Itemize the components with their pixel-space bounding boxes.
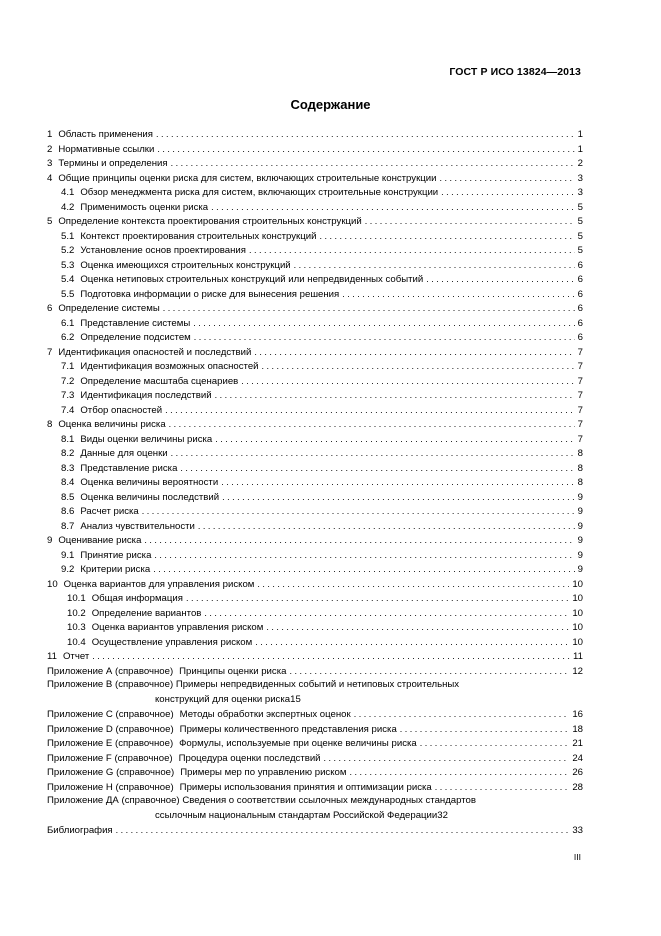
- appendix-label: Приложение Е (справочное): [47, 738, 174, 749]
- toc-entry-number: 8.6: [61, 506, 75, 517]
- appendix-title: Процедура оценки последствий: [178, 752, 321, 764]
- toc-entry-page: 10: [572, 607, 583, 619]
- toc-leader-dots: [324, 751, 570, 766]
- appendix-line-1: [47, 678, 583, 693]
- toc-entry[interactable]: [47, 316, 583, 331]
- appendix-page: 15: [290, 693, 301, 705]
- appendix-label: Приложение D (справочное): [47, 723, 174, 735]
- toc-entry-page: 10: [572, 622, 583, 633]
- toc-entry-title: Идентификация последствий: [80, 390, 212, 401]
- toc-entry-title: Идентификация возможных опасностей: [80, 361, 259, 372]
- toc-entry-title: Данные для оценки: [80, 448, 168, 459]
- toc-entry-number: 4.2: [61, 201, 75, 213]
- toc-entry-title: Оценка нетиповых строительных конструкций или непредвиденных событий: [80, 274, 424, 285]
- toc-entry-number: 5.2: [61, 245, 75, 256]
- appendix-page: 33: [572, 825, 583, 836]
- toc-entry-title: Область применения: [58, 129, 153, 140]
- toc-leader-dots: [289, 664, 569, 679]
- toc-entry-number: 6: [47, 303, 53, 314]
- toc-entry[interactable]: [47, 374, 583, 389]
- toc-leader-dots: [163, 301, 575, 316]
- toc-entry-title: Оценка имеющихся строительных конструкций: [80, 259, 291, 271]
- toc-entry[interactable]: [47, 446, 583, 461]
- toc-entry-title: Оценка величины вероятности: [80, 477, 219, 488]
- toc-entry[interactable]: [47, 330, 583, 345]
- toc-entry[interactable]: [47, 185, 583, 200]
- toc-entry-number: 7: [47, 346, 53, 358]
- toc-entry-title: Термины и определения: [58, 158, 168, 169]
- toc-entry-page: 8: [577, 477, 583, 488]
- toc-entry-title: Отбор опасностей: [80, 404, 163, 416]
- toc-entry[interactable]: [47, 417, 583, 432]
- toc-appendix-entry[interactable]: [47, 794, 583, 823]
- toc-leader-dots: [204, 606, 569, 621]
- toc-entry-number: 3: [47, 158, 53, 169]
- toc-entry-title: Виды оценки величины риска: [80, 433, 213, 445]
- toc-entry-number: 4.1: [61, 187, 75, 198]
- toc-entry-number: 10.1: [67, 593, 86, 604]
- toc-entry-title: Обзор менеджмента риска для систем, включающих строительные конструкции: [80, 187, 439, 198]
- toc-entry[interactable]: [47, 127, 583, 142]
- toc-entry-title: Оценка величины риска: [58, 419, 166, 430]
- toc-entry-title: Определение вариантов: [91, 607, 202, 619]
- toc-leader-dots: [294, 258, 575, 273]
- toc-leader-dots: [171, 156, 575, 171]
- toc-leader-dots: [254, 345, 574, 360]
- toc-entry-page: 9: [577, 491, 583, 503]
- appendix-label: Приложение С (справочное): [47, 709, 174, 720]
- appendix-line-1: [47, 794, 583, 809]
- toc-entry-page: 5: [577, 201, 583, 213]
- toc-entry-number: 8.4: [61, 477, 75, 488]
- toc-entry-title: Анализ чувствительности: [80, 520, 195, 532]
- toc-entry[interactable]: [47, 635, 583, 650]
- toc-entry-title: Нормативные ссылки: [58, 143, 155, 155]
- toc-leader-dots: [435, 780, 570, 795]
- appendix-title: Сведения о соответствии ссылочных международных стандартов: [182, 795, 476, 806]
- toc-entry[interactable]: [47, 461, 583, 476]
- toc-leader-dots: [342, 287, 574, 302]
- toc-leader-dots: [266, 620, 569, 635]
- toc-entry-number: 11: [47, 651, 57, 662]
- toc-entry-title: Установление основ проектирования: [80, 245, 246, 256]
- toc-entry-number: 8.7: [61, 520, 75, 532]
- toc-leader-dots: [420, 736, 570, 751]
- toc-leader-dots: [142, 504, 575, 519]
- toc-entry-title: Оценка вариантов для управления риском: [63, 578, 255, 590]
- toc-entry-page: 11: [573, 651, 583, 662]
- appendix-page: 12: [572, 665, 583, 677]
- appendix-page: 21: [572, 738, 583, 749]
- toc-entry[interactable]: [47, 359, 583, 374]
- toc-entry-title: Общая информация: [91, 593, 183, 604]
- toc-entry-number: 9.2: [61, 564, 75, 575]
- toc-entry-number: 8.3: [61, 462, 75, 474]
- appendix-label: Приложение ДА (справочное): [47, 795, 180, 806]
- toc-appendix-entry[interactable]: [47, 707, 583, 722]
- toc-leader-dots: [171, 446, 575, 461]
- toc-appendix-entry[interactable]: [47, 823, 583, 838]
- toc-entry[interactable]: [47, 301, 583, 316]
- toc-entry[interactable]: [47, 475, 583, 490]
- toc-entry-number: 7.2: [61, 375, 75, 387]
- toc-entry-title: Идентификация опасностей и последствий: [58, 346, 252, 358]
- appendix-page: 28: [572, 781, 583, 793]
- toc-entry[interactable]: [47, 577, 583, 592]
- toc-leader-dots: [426, 272, 574, 287]
- appendix-label: Приложение F (справочное): [47, 752, 173, 764]
- toc-leader-dots: [193, 316, 574, 331]
- document-code: ГОСТ Р ИСО 13824—2013: [449, 66, 581, 78]
- toc-entry-number: 5.5: [61, 288, 75, 300]
- toc-entry-title: Контекст проектирования строительных конструкций: [80, 230, 317, 242]
- toc-entry-number: 8.1: [61, 433, 75, 445]
- page-folio: III: [573, 852, 581, 862]
- toc-entry-page: 5: [577, 216, 583, 227]
- toc-entry[interactable]: [47, 171, 583, 186]
- toc-entry-page: 5: [577, 245, 583, 256]
- toc-entry-page: 10: [572, 578, 583, 590]
- toc-leader-dots: [249, 243, 575, 258]
- toc-entry-title: Представление системы: [80, 317, 191, 329]
- toc-leader-dots: [215, 432, 574, 447]
- toc-entry-title: Оценивание риска: [58, 535, 142, 546]
- appendix-label: Приложение В (справочное): [47, 679, 174, 690]
- toc-entry[interactable]: [47, 243, 583, 258]
- appendix-page: 32: [437, 809, 448, 821]
- toc-entry-page: 7: [577, 375, 583, 387]
- appendix-page: 26: [572, 767, 583, 778]
- toc-entry-page: 2: [577, 158, 583, 169]
- toc-entry[interactable]: [47, 229, 583, 244]
- toc-entry-number: 5: [47, 216, 53, 227]
- toc-entry[interactable]: [47, 200, 583, 215]
- toc-entry-number: 7.4: [61, 404, 75, 416]
- appendix-label: Приложение А (справочное): [47, 665, 174, 677]
- toc-leader-dots: [92, 649, 570, 664]
- toc-leader-dots: [198, 519, 575, 534]
- toc-title: Содержание: [290, 97, 371, 112]
- toc-entry-number: 7.3: [61, 390, 75, 401]
- toc-entry[interactable]: [47, 287, 583, 302]
- toc-entry-title: Общие принципы оценки риска для систем, включающих строительные конструкции: [58, 172, 437, 184]
- appendix-label: Библиография: [47, 825, 113, 836]
- toc-entry-page: 6: [577, 332, 583, 343]
- toc-entry-title: Оценка величины последствий: [80, 491, 220, 503]
- toc-entry-number: 9: [47, 535, 53, 546]
- toc-leader-dots: [441, 185, 574, 200]
- toc-entry-number: 6.2: [61, 332, 75, 343]
- toc-entry-page: 6: [577, 317, 583, 329]
- toc-entry-page: 10: [572, 636, 583, 648]
- toc-appendix-entry[interactable]: [47, 751, 583, 766]
- toc-entry-title: Принятие риска: [80, 549, 152, 561]
- toc-leader-dots: [180, 461, 574, 476]
- appendix-title: Примеры непредвиденных событий и нетиповых строительных: [175, 679, 460, 690]
- toc-entry-number: 8.5: [61, 491, 75, 503]
- table-of-contents: [47, 127, 583, 838]
- toc-leader-dots: [262, 359, 575, 374]
- appendix-label: Приложение G (справочное): [47, 767, 175, 778]
- toc-leader-dots: [222, 490, 575, 505]
- toc-entry-page: 1: [577, 143, 583, 155]
- toc-leader-dots: [319, 229, 574, 244]
- toc-entry-number: 5.3: [61, 259, 75, 271]
- toc-entry-number: 2: [47, 143, 53, 155]
- toc-entry[interactable]: [47, 649, 583, 664]
- toc-entry-page: 6: [577, 274, 583, 285]
- toc-entry-page: 1: [577, 129, 583, 140]
- toc-entry[interactable]: [47, 272, 583, 287]
- toc-leader-dots: [116, 823, 570, 838]
- appendix-page: 16: [572, 709, 583, 720]
- appendix-line-2: [47, 693, 583, 708]
- toc-entry-title: Расчет риска: [80, 506, 139, 517]
- toc-entry-page: 6: [577, 288, 583, 300]
- toc-appendix-entry[interactable]: [47, 722, 583, 737]
- toc-entry-title: Осуществление управления риском: [91, 636, 253, 648]
- toc-entry-page: 6: [577, 259, 583, 271]
- toc-entry[interactable]: [47, 432, 583, 447]
- toc-entry-number: 5.4: [61, 274, 75, 285]
- toc-leader-dots: [215, 388, 575, 403]
- toc-leader-dots: [156, 127, 575, 142]
- toc-entry-page: 8: [577, 462, 583, 474]
- appendix-title-continued: конструкций для оценки риска: [155, 693, 291, 705]
- appendix-title-continued: ссылочным национальным стандартам Российской Федерации: [155, 809, 438, 821]
- toc-entry-page: 7: [577, 346, 583, 358]
- toc-appendix-entry[interactable]: [47, 765, 583, 780]
- toc-appendix-entry[interactable]: [47, 678, 583, 707]
- toc-leader-dots: [221, 475, 574, 490]
- toc-appendix-entry[interactable]: [47, 736, 583, 751]
- toc-entry-number: 9.1: [61, 549, 75, 561]
- toc-entry-page: 9: [577, 506, 583, 517]
- toc-entry-page: 10: [572, 593, 583, 604]
- toc-leader-dots: [349, 765, 569, 780]
- toc-entry-page: 9: [577, 549, 583, 561]
- toc-entry[interactable]: [47, 504, 583, 519]
- toc-entry[interactable]: [47, 142, 583, 157]
- toc-entry-page: 7: [577, 419, 583, 430]
- toc-leader-dots: [257, 577, 569, 592]
- toc-leader-dots: [165, 403, 575, 418]
- toc-entry[interactable]: [47, 258, 583, 273]
- toc-entry[interactable]: [47, 156, 583, 171]
- toc-entry-page: 3: [577, 187, 583, 198]
- appendix-title: Принципы оценки риска: [179, 665, 287, 677]
- appendix-label: Приложение Н (справочное): [47, 781, 174, 793]
- toc-appendix-entry[interactable]: [47, 664, 583, 679]
- appendix-title: Формулы, используемые при оценке величины риска: [179, 738, 417, 749]
- toc-leader-dots: [241, 374, 574, 389]
- toc-entry-number: 10: [47, 578, 58, 590]
- toc-entry-title: Определение подсистем: [80, 332, 191, 343]
- toc-leader-dots: [194, 330, 575, 345]
- toc-entry[interactable]: [47, 606, 583, 621]
- toc-entry[interactable]: [47, 591, 583, 606]
- toc-entry-title: Отчет: [62, 651, 90, 662]
- toc-entry-page: 9: [577, 520, 583, 532]
- toc-leader-dots: [144, 533, 574, 548]
- toc-entry[interactable]: [47, 214, 583, 229]
- toc-leader-dots: [153, 562, 574, 577]
- toc-leader-dots: [255, 635, 569, 650]
- toc-entry[interactable]: [47, 533, 583, 548]
- toc-entry[interactable]: [47, 620, 583, 635]
- toc-entry[interactable]: [47, 548, 583, 563]
- toc-entry[interactable]: [47, 403, 583, 418]
- toc-entry-number: 1: [47, 129, 53, 140]
- toc-leader-dots: [186, 591, 569, 606]
- toc-leader-dots: [211, 200, 575, 215]
- toc-entry-number: 6.1: [61, 317, 75, 329]
- toc-appendix-entry[interactable]: [47, 780, 583, 795]
- toc-entry-number: 10.2: [67, 607, 86, 619]
- appendix-title: Примеры использования принятия и оптимизации риска: [179, 781, 432, 793]
- appendix-line-2: [47, 809, 583, 824]
- appendix-title: Примеры количественного представления риска: [179, 723, 397, 735]
- toc-leader-dots: [154, 548, 574, 563]
- appendix-page: 18: [572, 723, 583, 735]
- toc-entry-page: 9: [577, 535, 583, 546]
- toc-entry-page: 7: [577, 404, 583, 416]
- toc-entry-page: 6: [577, 303, 583, 314]
- toc-entry-title: Определение контекста проектирования строительных конструкций: [58, 216, 362, 227]
- appendix-title: Примеры мер по управлению риском: [180, 767, 347, 778]
- toc-entry-title: Представление риска: [80, 462, 178, 474]
- toc-entry-page: 7: [577, 433, 583, 445]
- toc-entry-number: 10.4: [67, 636, 86, 648]
- toc-leader-dots: [157, 142, 574, 157]
- toc-entry-title: Определение системы: [58, 303, 160, 314]
- toc-entry-page: 9: [577, 564, 583, 575]
- toc-entry-number: 4: [47, 172, 53, 184]
- toc-entry-title: Определение масштаба сценариев: [80, 375, 239, 387]
- toc-entry-title: Оценка вариантов управления риском: [91, 622, 264, 633]
- toc-entry-page: 5: [577, 230, 583, 242]
- toc-entry-page: 7: [577, 361, 583, 372]
- toc-entry-title: Применимость оценки риска: [80, 201, 209, 213]
- toc-leader-dots: [400, 722, 570, 737]
- toc-leader-dots: [169, 417, 575, 432]
- toc-entry-number: 5.1: [61, 230, 75, 242]
- toc-entry[interactable]: [47, 345, 583, 360]
- toc-entry-page: 7: [577, 390, 583, 401]
- toc-leader-dots: [440, 171, 575, 186]
- appendix-title: Методы обработки экспертных оценок: [179, 709, 351, 720]
- toc-entry-number: 8: [47, 419, 53, 430]
- toc-leader-dots: [354, 707, 570, 722]
- appendix-page: 24: [572, 752, 583, 764]
- toc-leader-dots: [365, 214, 575, 229]
- toc-entry-number: 8.2: [61, 448, 75, 459]
- toc-entry-page: 3: [577, 172, 583, 184]
- toc-entry-title: Подготовка информации о риске для вынесения решения: [80, 288, 340, 300]
- toc-entry-page: 8: [577, 448, 583, 459]
- toc-entry-number: 7.1: [61, 361, 75, 372]
- toc-entry[interactable]: [47, 388, 583, 403]
- toc-entry-title: Критерии риска: [80, 564, 151, 575]
- toc-entry[interactable]: [47, 490, 583, 505]
- toc-entry[interactable]: [47, 562, 583, 577]
- toc-entry-number: 10.3: [67, 622, 86, 633]
- toc-entry[interactable]: [47, 519, 583, 534]
